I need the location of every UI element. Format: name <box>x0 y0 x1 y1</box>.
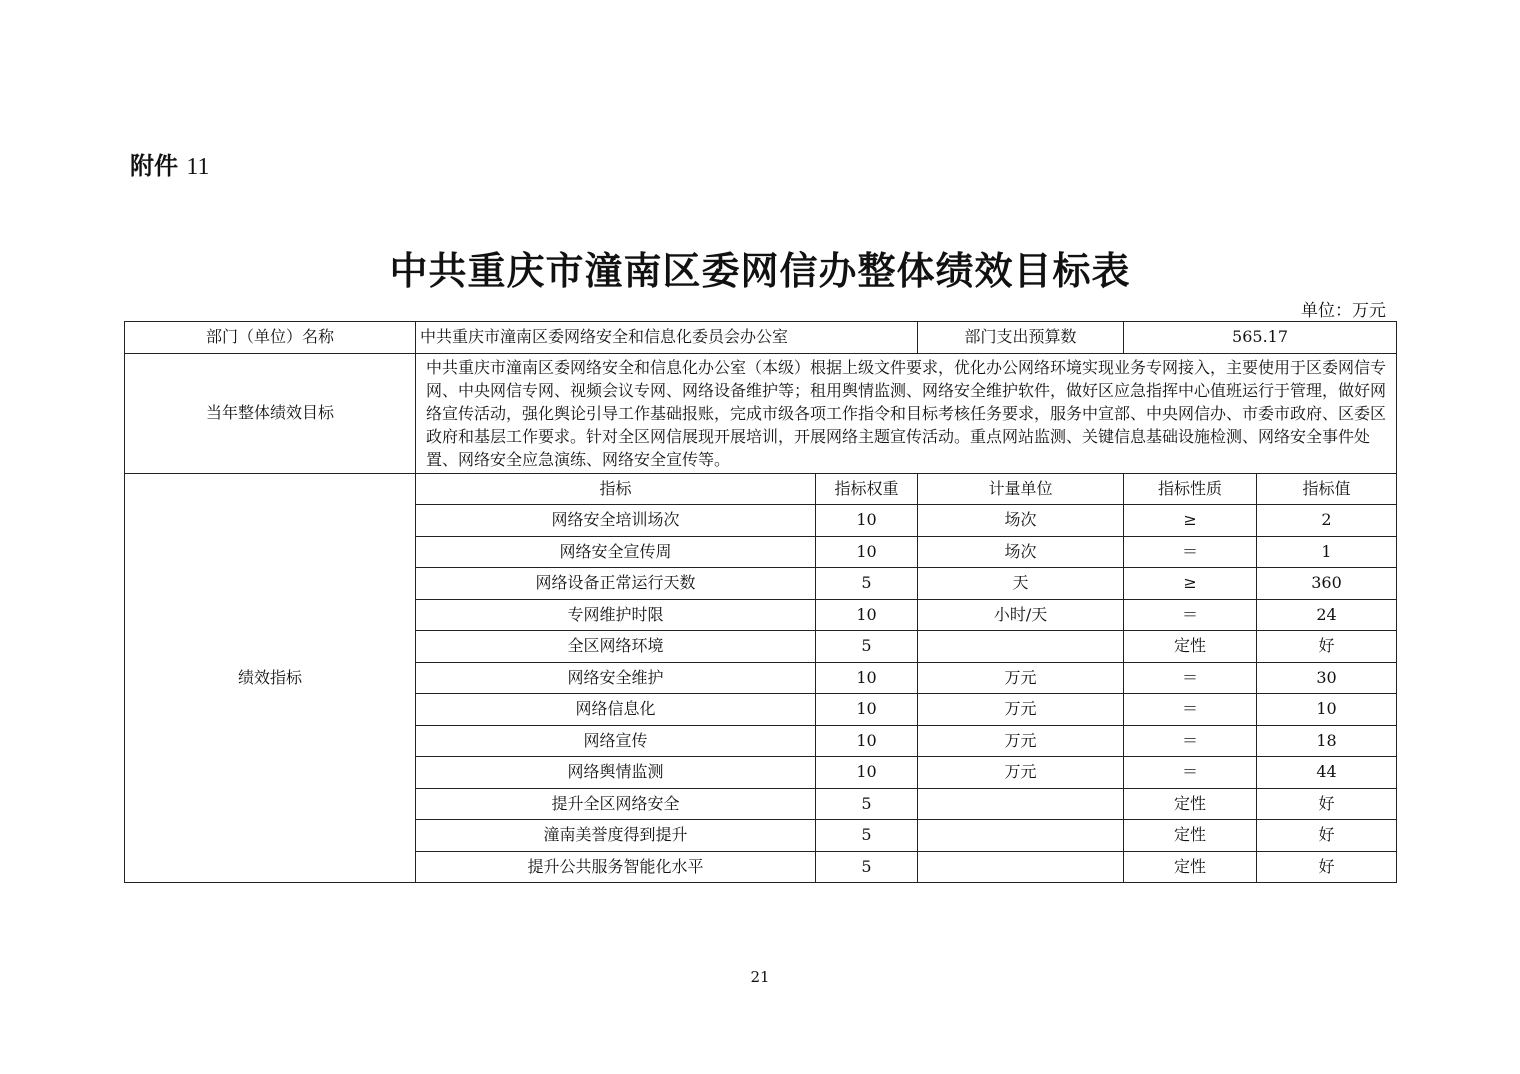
table-cell <box>918 851 1124 883</box>
table-cell: 提升公共服务智能化水平 <box>416 851 816 883</box>
table-cell: 提升全区网络安全 <box>416 788 816 820</box>
table-cell: 24 <box>1257 599 1397 631</box>
table-cell: 万元 <box>918 757 1124 789</box>
dept-name-value: 中共重庆市潼南区委网络安全和信息化委员会办公室 <box>416 322 918 354</box>
attachment-label-text: 附件 <box>130 152 178 180</box>
goal-label: 当年整体绩效目标 <box>125 353 416 473</box>
table-cell: ＝ <box>1124 599 1257 631</box>
table-cell: 10 <box>816 599 918 631</box>
table-cell: 天 <box>918 568 1124 600</box>
table-cell: 2 <box>1257 505 1397 537</box>
budget-label: 部门支出预算数 <box>918 322 1124 354</box>
column-header: 指标权重 <box>816 473 918 505</box>
table-cell: 万元 <box>918 694 1124 726</box>
table-cell: 10 <box>1257 694 1397 726</box>
table-cell: 5 <box>816 788 918 820</box>
table-cell: 10 <box>816 505 918 537</box>
table-cell: ≥ <box>1124 505 1257 537</box>
indicators-label: 绩效指标 <box>125 473 416 883</box>
table-cell: 专网维护时限 <box>416 599 816 631</box>
table-cell: 场次 <box>918 505 1124 537</box>
table-cell: 潼南美誉度得到提升 <box>416 820 816 852</box>
table-cell: 场次 <box>918 536 1124 568</box>
table-cell: 万元 <box>918 725 1124 757</box>
table-cell: ≥ <box>1124 568 1257 600</box>
goal-text: 中共重庆市潼南区委网络安全和信息化办公室（本级）根据上级文件要求，优化办公网络环境实现业务专网接入，主要使用于区委网信专网、中央网信专网、视频会议专网、网络设备维护等；租用舆情监测、网络安全维护软件，做好区应急指挥中心值班运行于管理，做好网络宣传活动，强化舆论引导工作基础报账，完成市级各项工作指令和目标考核任务要求，服务中宣部、中央网信办、市委市政府、区委区政府和基层工作要求。针对全区网信展现开展培训，开展网络主题宣传活动。重点网站监测、关键信息基础设施检测、网络安全事件处置、网络安全应急演练、网络安全宣传等。 <box>416 353 1397 473</box>
dept-row <box>125 322 1397 354</box>
table-cell: ＝ <box>1124 757 1257 789</box>
table-cell: 好 <box>1257 820 1397 852</box>
table-cell: 好 <box>1257 631 1397 663</box>
table-cell: 10 <box>816 694 918 726</box>
table-cell: 网络安全维护 <box>416 662 816 694</box>
table-cell: 网络安全宣传周 <box>416 536 816 568</box>
table-cell <box>918 631 1124 663</box>
table-cell: 5 <box>816 851 918 883</box>
table-cell: 网络信息化 <box>416 694 816 726</box>
table-cell: 全区网络环境 <box>416 631 816 663</box>
table-cell: 定性 <box>1124 851 1257 883</box>
table-cell: 18 <box>1257 725 1397 757</box>
dept-name-label: 部门（单位）名称 <box>125 322 416 354</box>
budget-value: 565.17 <box>1124 322 1397 354</box>
table-cell: 5 <box>816 568 918 600</box>
column-header: 计量单位 <box>918 473 1124 505</box>
table-cell: 定性 <box>1124 820 1257 852</box>
table-cell <box>918 820 1124 852</box>
table-cell: 360 <box>1257 568 1397 600</box>
table-cell: 30 <box>1257 662 1397 694</box>
table-cell: ＝ <box>1124 694 1257 726</box>
performance-table <box>124 321 1397 883</box>
table-cell: 10 <box>816 662 918 694</box>
table-cell: ＝ <box>1124 536 1257 568</box>
table-cell: 万元 <box>918 662 1124 694</box>
table-cell: 1 <box>1257 536 1397 568</box>
unit-note: 单位：万元 <box>1301 301 1386 321</box>
table-cell: 好 <box>1257 788 1397 820</box>
attachment-label <box>130 146 209 181</box>
table-cell: 10 <box>816 757 918 789</box>
page-number: 21 <box>750 968 770 986</box>
table-cell: 网络安全培训场次 <box>416 505 816 537</box>
table-cell: ＝ <box>1124 662 1257 694</box>
table-cell: 网络宣传 <box>416 725 816 757</box>
table-cell: 网络设备正常运行天数 <box>416 568 816 600</box>
table-cell: 5 <box>816 820 918 852</box>
table-cell: 定性 <box>1124 788 1257 820</box>
table-cell: 定性 <box>1124 631 1257 663</box>
table-cell: 10 <box>816 725 918 757</box>
table-cell: 好 <box>1257 851 1397 883</box>
table-cell <box>918 788 1124 820</box>
table-cell: 44 <box>1257 757 1397 789</box>
column-header: 指标值 <box>1257 473 1397 505</box>
attachment-number: 11 <box>186 154 210 180</box>
indicator-header-row <box>125 473 1397 505</box>
goal-row <box>125 353 1397 473</box>
page-title: 中共重庆市潼南区委网信办整体绩效目标表 <box>389 248 1131 293</box>
column-header: 指标性质 <box>1124 473 1257 505</box>
table-cell: ＝ <box>1124 725 1257 757</box>
table-cell: 小时/天 <box>918 599 1124 631</box>
table-cell: 网络舆情监测 <box>416 757 816 789</box>
table-cell: 10 <box>816 536 918 568</box>
column-header: 指标 <box>416 473 816 505</box>
table-cell: 5 <box>816 631 918 663</box>
